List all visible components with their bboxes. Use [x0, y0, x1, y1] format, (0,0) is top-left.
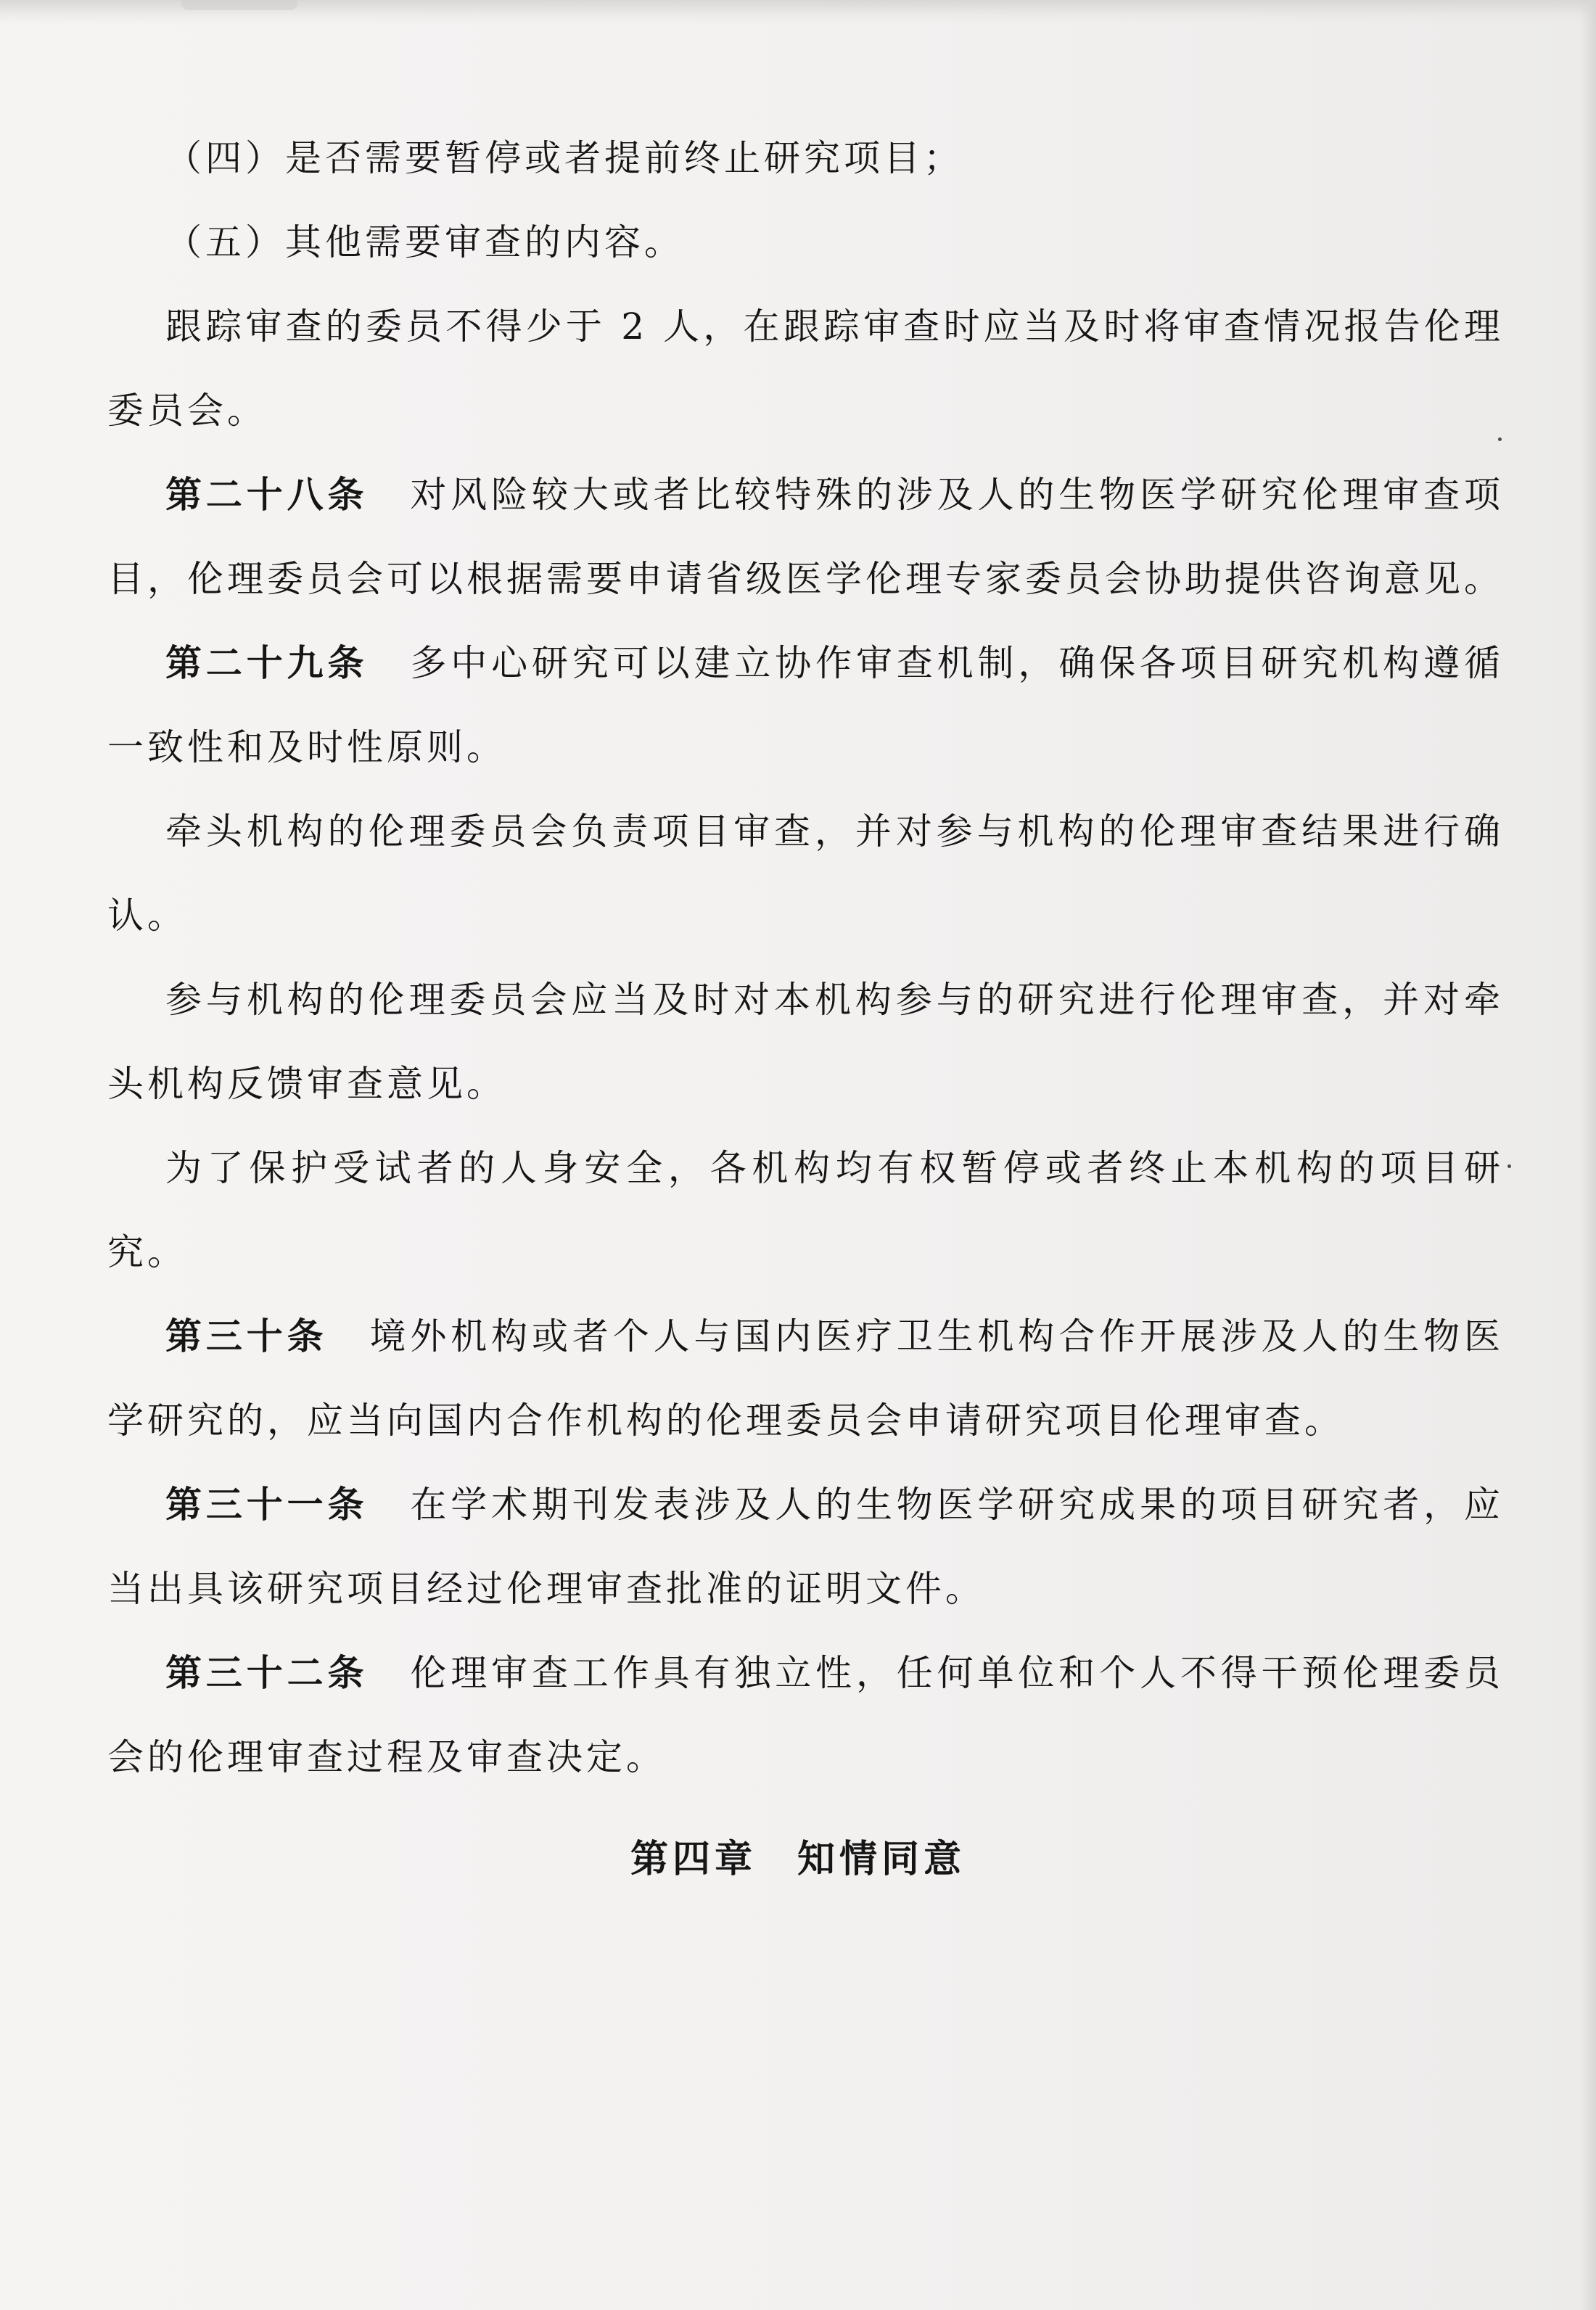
chapter-number: 第四章 [630, 1838, 757, 1881]
paragraph-item-five [107, 200, 1504, 284]
article-30-text: 境外机构或者个人与国内医疗卫生机构合作开展涉及人的生物医学研究的，应当向国内合作机构的伦理委员会申请研究项目伦理审查。 [107, 1315, 1504, 1442]
article-32-label: 第三十二条 [165, 1652, 369, 1694]
paragraph-participating-institution [107, 958, 1504, 1126]
article-29 [107, 621, 1504, 789]
tracking-review-text: 跟踪审查的委员不得少于 2 人，在跟踪审查时应当及时将审查情况报告伦理委员会。 [107, 305, 1504, 432]
page-edge-mark [181, 0, 297, 10]
participating-institution-text: 参与机构的伦理委员会应当及时对本机构参与的研究进行伦理审查，并对牵头机构反馈审查意见。 [107, 979, 1504, 1105]
article-32 [107, 1631, 1504, 1799]
article-30 [107, 1294, 1504, 1463]
article-32-text: 伦理审查工作具有独立性，任何单位和个人不得干预伦理委员会的伦理审查过程及审查决定。 [107, 1652, 1505, 1778]
document-body [107, 116, 1504, 1799]
paragraph-subject-safety [107, 1126, 1504, 1294]
article-28 [107, 453, 1504, 621]
article-31-label: 第三十一条 [165, 1484, 369, 1526]
article-31 [107, 1463, 1504, 1631]
article-28-label: 第二十八条 [165, 474, 369, 516]
article-29-text: 多中心研究可以建立协作审查机制，确保各项目研究机构遵循一致性和及时性原则。 [107, 642, 1505, 768]
paragraph-item-four [107, 116, 1504, 200]
article-29-label: 第二十九条 [165, 642, 369, 684]
lead-institution-text: 牵头机构的伦理委员会负责项目审查，并对参与机构的伦理审查结果进行确认。 [107, 810, 1504, 937]
article-31-text: 在学术期刊发表涉及人的生物医学研究成果的项目研究者，应当出具该研究项目经过伦理审查批准的证明文件。 [107, 1484, 1505, 1610]
scan-speck [1498, 437, 1502, 441]
chapter-title: 知情同意 [797, 1838, 966, 1881]
right-page-edge [1580, 0, 1596, 2310]
subject-safety-text: 为了保护受试者的人身安全，各机构均有权暂停或者终止本机构的项目研究。 [107, 1147, 1504, 1273]
scan-speck [1507, 1164, 1511, 1168]
chapter-heading [0, 1828, 1596, 1883]
item-five-text: （五）其他需要审查的内容。 [165, 221, 684, 263]
item-four-text: （四）是否需要暂停或者提前终止研究项目； [165, 137, 963, 179]
article-28-text: 对风险较大或者比较特殊的涉及人的生物医学研究伦理审查项目，伦理委员会可以根据需要申请省级医学伦理专家委员会协助提供咨询意见。 [107, 474, 1505, 600]
paragraph-tracking-review [107, 284, 1504, 453]
article-30-label: 第三十条 [165, 1315, 328, 1357]
paragraph-lead-institution [107, 789, 1504, 958]
